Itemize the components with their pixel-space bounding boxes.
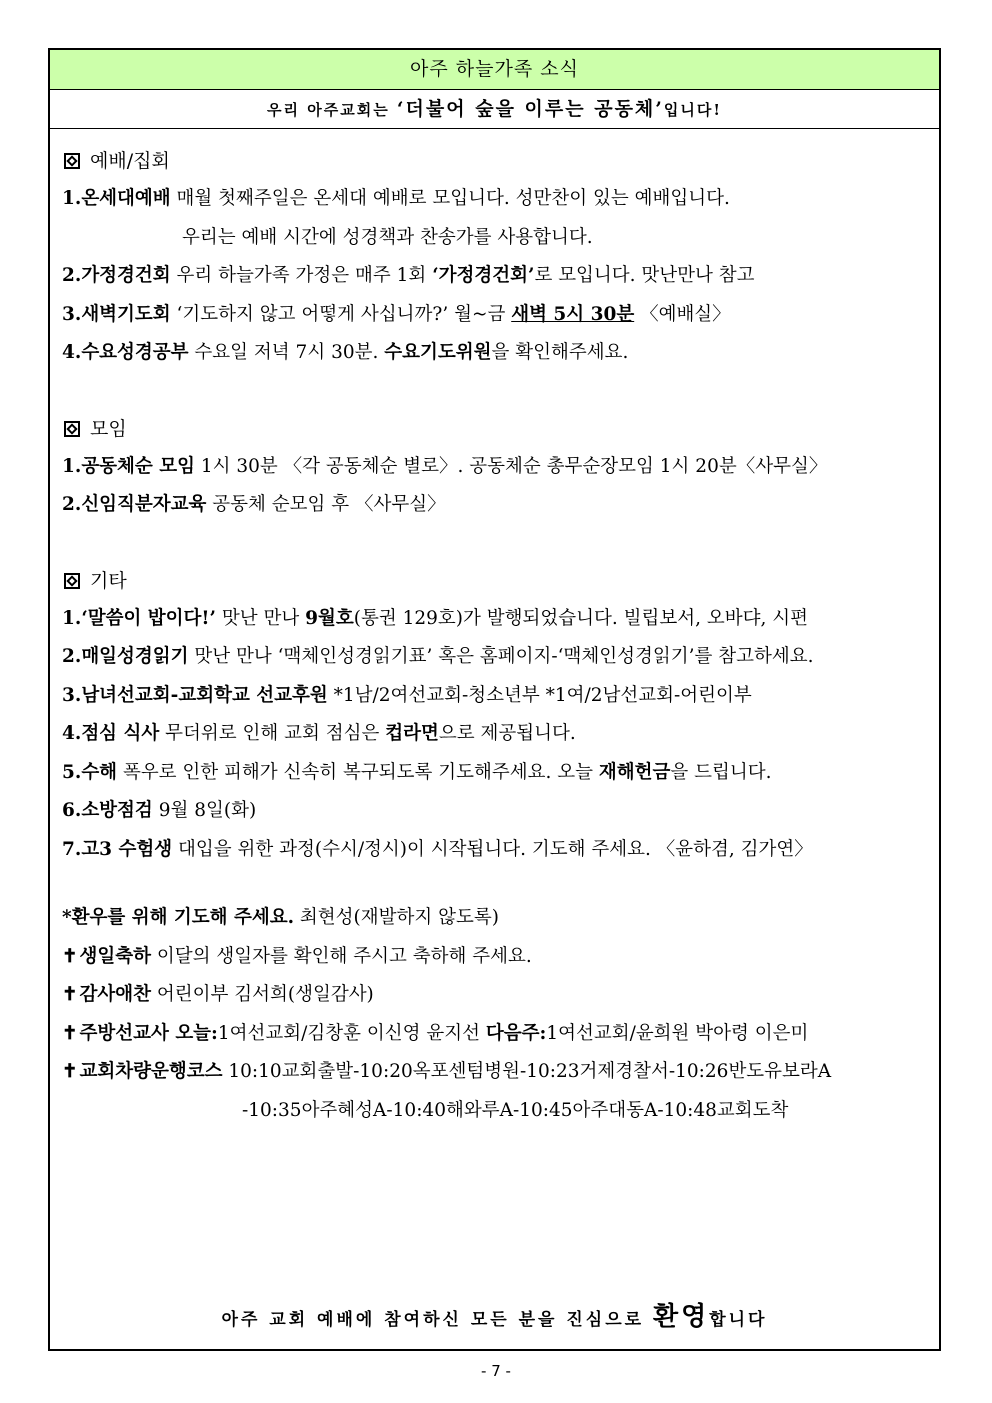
item-text: 수요일 저녁 7시 30분. <box>188 342 385 363</box>
item-emphasis: 컵라면 <box>385 723 439 744</box>
section-title: 모임 <box>90 417 127 440</box>
item-label: 5.수해 <box>62 761 118 783</box>
cross-icon: ✝ <box>62 1022 78 1044</box>
item-text: 무더위로 인해 교회 점심은 <box>159 723 386 744</box>
notice-thanks <box>62 976 939 1015</box>
diamond-box-icon <box>64 153 80 169</box>
spacer <box>62 869 939 899</box>
item-text: 으로 제공됩니다. <box>438 723 576 744</box>
welcome-pre: 아주 교회 예배에 참여하신 모든 분을 진심으로 <box>221 1310 653 1330</box>
item-label: 6.소방점검 <box>62 800 153 821</box>
cross-icon: ✝ <box>62 1061 78 1082</box>
item-emphasis: 재해헌금 <box>598 761 671 783</box>
section-etc-heading <box>62 563 939 600</box>
item-emphasis: 수요기도위원 <box>384 342 492 363</box>
notice-label: 교회차량운행코스 <box>79 1061 223 1082</box>
notice-label: 감사애찬 <box>79 984 151 1005</box>
spacer <box>62 373 939 411</box>
item-label: 7.고3 수험생 <box>62 838 173 860</box>
item-label: 1.공동체순 모임 <box>62 455 195 477</box>
notice-text: 어린이부 김서희(생일감사) <box>151 984 374 1005</box>
etc-item-6 <box>62 792 939 831</box>
item-label: 4.수요성경공부 <box>62 342 189 363</box>
item-text: 맛난 만나 <box>215 607 306 629</box>
diamond-box-icon <box>64 421 80 437</box>
section-worship-heading <box>62 143 939 180</box>
item-text: 우리 하늘가족 가정은 매주 1회 <box>170 265 433 286</box>
item-text: 공동체 순모임 후 〈사무실〉 <box>206 494 446 515</box>
spacer <box>62 525 939 563</box>
etc-item-3 <box>62 677 939 716</box>
notice-kitchen <box>62 1015 939 1054</box>
welcome-message <box>50 1296 939 1333</box>
item-text: *1남/2여선교회-청소년부 *1여/2남선교회-어린이부 <box>327 684 752 706</box>
welcome-emphasis: 환영 <box>652 1302 710 1332</box>
bulletin-frame <box>48 48 941 1351</box>
notice-birthday <box>62 938 939 977</box>
etc-item-5 <box>62 754 939 793</box>
bulletin-subtitle <box>50 90 939 129</box>
item-label: 2.신임직분자교육 <box>62 494 207 515</box>
etc-item-2 <box>62 638 939 677</box>
notice-label: 생일축하 <box>79 945 151 967</box>
notice-prayer <box>62 899 939 938</box>
item-text: 을 드립니다. <box>670 761 772 783</box>
worship-item-3 <box>62 296 939 335</box>
worship-item-1 <box>62 180 939 219</box>
worship-item-4 <box>62 334 939 373</box>
diamond-box-icon <box>64 573 80 589</box>
item-text: 대입을 위한 과정(수시/정시)이 시작됩니다. 기도해 주세요. 〈윤하겸, 김가연〉 <box>172 838 813 860</box>
bulletin-title: 아주 하늘가족 소식 <box>50 50 939 90</box>
section-title: 기타 <box>90 569 127 592</box>
item-text: 우리는 예배 시간에 성경책과 찬송가를 사용합니다. <box>182 226 593 248</box>
item-text: ‘기도하지 않고 어떻게 사십니까?’ 월~금 <box>170 303 512 325</box>
bus-route-line-1: 10:10교회출발-10:20옥포센텀병원-10:23거제경찰서-10:26반도유보라A <box>222 1061 832 1082</box>
welcome-post: 합니다 <box>709 1310 768 1330</box>
kitchen-next: 1여선교회/윤희원 박아령 이은미 <box>546 1022 809 1044</box>
cross-icon: ✝ <box>62 984 78 1005</box>
item-text: 을 확인해주세요. <box>491 342 629 363</box>
etc-item-7 <box>62 831 939 870</box>
meeting-item-2 <box>62 486 939 525</box>
item-label: 1.온세대예배 <box>62 188 171 209</box>
worship-item-2 <box>62 257 939 296</box>
notice-text: 최현성(재발하지 않도록) <box>294 907 499 928</box>
item-emphasis: 9월호 <box>305 607 354 629</box>
item-label: 2.가정경건회 <box>62 265 171 286</box>
item-label: 3.새벽기도회 <box>62 303 171 325</box>
kitchen-today-label: 오늘: <box>168 1022 218 1044</box>
item-label: 4.점심 식사 <box>62 723 160 744</box>
bus-route-line-2: -10:35아주혜성A-10:40해와루A-10:45아주대동A-10:48교회도착 <box>242 1099 789 1121</box>
notice-bus-cont <box>62 1092 939 1131</box>
item-text: 매월 첫째주일은 온세대 예배로 모입니다. 성만찬이 있는 예배입니다. <box>170 188 730 209</box>
page-number: - 7 - <box>481 1362 511 1380</box>
cross-icon: ✝ <box>62 945 78 967</box>
section-title: 예배/집회 <box>90 150 170 172</box>
section-meeting-heading <box>62 411 939 448</box>
worship-item-1-cont <box>62 219 939 258</box>
item-text: 맛난 만나 ‘맥체인성경읽기표’ 혹은 홈페이지-‘맥체인성경읽기’를 참고하세요. <box>188 646 814 667</box>
notice-label: 주방선교사 <box>79 1022 169 1044</box>
item-text: 폭우로 인한 피해가 신속히 복구되도록 기도해주세요. 오늘 <box>117 761 599 783</box>
meeting-item-1 <box>62 448 939 487</box>
kitchen-next-label: 다음주: <box>485 1022 547 1044</box>
item-underline: 새벽 5시 30분 <box>511 303 635 325</box>
etc-item-4 <box>62 715 939 754</box>
item-label: 2.매일성경읽기 <box>62 646 189 667</box>
item-text: 〈예배실〉 <box>634 303 731 325</box>
item-text: (통권 129호)가 발행되었습니다. 빌립보서, 오바댜, 시편 <box>353 607 808 629</box>
subtitle-quote: ‘더불어 숲을 이루는 공동체’ <box>396 98 664 120</box>
kitchen-today: 1여선교회/김창훈 이신영 윤지선 <box>217 1022 486 1044</box>
item-text: 1시 30분 〈각 공동체순 별로〉. 공동체순 총무순장모임 1시 20분〈사무실〉 <box>194 455 828 477</box>
subtitle-pre: 우리 아주교회는 <box>267 101 397 119</box>
item-label: 3.남녀선교회-교회학교 선교후원 <box>62 684 328 706</box>
etc-item-1 <box>62 600 939 639</box>
item-text: 9월 8일(화) <box>152 800 257 821</box>
subtitle-post: 입니다! <box>663 101 722 119</box>
item-text: 로 모입니다. 맛난만나 참고 <box>534 265 755 286</box>
notice-label: *환우를 위해 기도해 주세요. <box>62 907 295 928</box>
notice-text: 이달의 생일자를 확인해 주시고 축하해 주세요. <box>151 945 532 967</box>
notice-bus <box>62 1053 939 1092</box>
item-label: 1.‘말씀이 밥이다!’ <box>62 607 216 629</box>
bulletin-content <box>50 129 939 1130</box>
item-emphasis: ‘가정경건회’ <box>432 265 535 286</box>
